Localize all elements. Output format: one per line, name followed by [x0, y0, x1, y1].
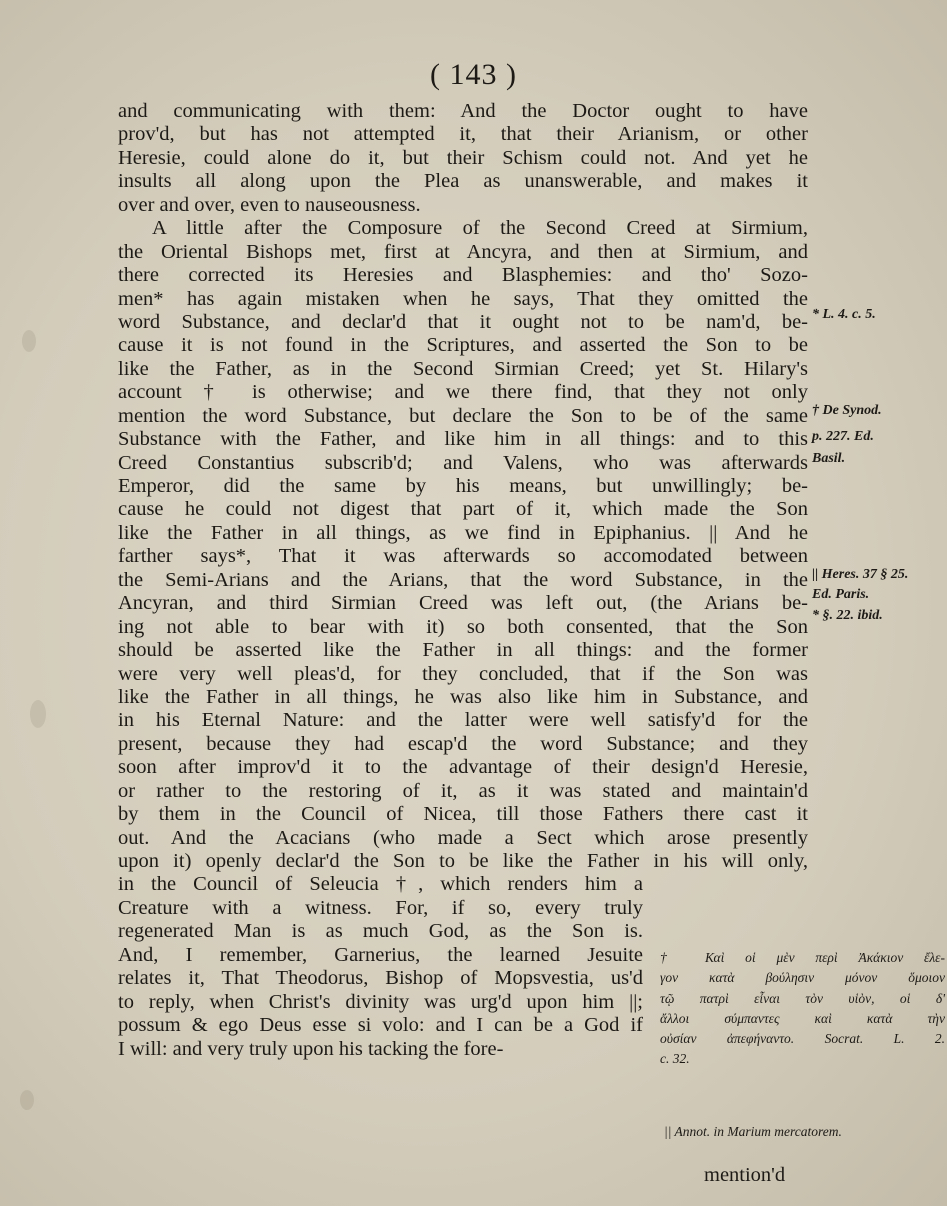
margin-note-synod-1: † De Synod.: [812, 403, 882, 418]
text-line: Substance with the Father, and like him in all things: and to this: [118, 428, 808, 451]
margin-note-synod-2: p. 227. Ed.: [812, 429, 874, 444]
text-line: Creature with a witness. For, if so, every truly: [118, 896, 643, 919]
text-line: like the Father in all things, as we find in Epiphanius. || And he: [118, 521, 808, 544]
text-line: Ancyran, and third Sirmian Creed was left out, (the Arians be-: [118, 592, 808, 615]
text-line: Emperor, did the same by his means, but unwillingly; be-: [118, 475, 808, 497]
text-line: to reply, when Christ's divinity was urg'd upon him ||;: [118, 990, 643, 1013]
margin-note-synod-3: Basil.: [812, 451, 846, 466]
text-line: like the Father, as in the Second Sirmian Creed; yet St. Hilary's: [118, 357, 808, 380]
text-line: men* has again mistaken when he says, That they omitted the: [118, 287, 808, 310]
text-line: in the Council of Seleucia †, which renders him a: [118, 873, 643, 896]
text-line: or rather to the restoring of it, as it was stated and maintain'd: [118, 779, 808, 802]
text-line: like the Father in all things, he was also like him in Substance, and: [118, 685, 808, 708]
text-line: by them in the Council of Nicea, till those Fathers there cast it: [118, 803, 808, 826]
text-line: I will: and very truly upon his tacking the fore-: [118, 1037, 504, 1060]
margin-note-ibid: * §. 22. ibid.: [812, 608, 883, 623]
text-line: should be asserted like the Father in all things: and the former: [118, 639, 808, 662]
text-line: there corrected its Heresies and Blasphemies: and tho' Sozo-: [118, 264, 808, 287]
text-line: in his Eternal Nature: and the latter were well satisfy'd for the: [118, 709, 808, 732]
text-line: account † is otherwise; and we there find, that they not only: [118, 381, 808, 404]
margin-note-sozomen: * L. 4. c. 5.: [812, 307, 876, 322]
text-line: insults all along upon the Plea as unanswerable, and makes it: [118, 170, 808, 193]
margin-note-haeres-2: Ed. Paris.: [812, 587, 870, 602]
greek-note-line: τῷ πατρὶ εἶναι τὸν υἱὸν, οἱ δ': [660, 990, 945, 1006]
text-line: mention the word Substance, but declare the Son to be of the same: [118, 404, 808, 427]
text-line: relates it, That Theodorus, Bishop of Mopsvestia, us'd: [118, 967, 643, 990]
text-line: And, I remember, Garnerius, the learned Jesuite: [118, 943, 643, 966]
annotation-note: || Annot. in Marium mercatorem.: [664, 1124, 842, 1139]
text-line: possum & ego Deus esse si volo: and I can be a God if: [118, 1014, 643, 1037]
margin-note-haeres-1: || Heres. 37 § 25.: [812, 567, 909, 582]
text-line: the Semi-Arians and the Arians, that the word Substance, in the: [118, 568, 808, 591]
text-line: Heresie, could alone do it, but their Schism could not. And yet he: [118, 146, 808, 169]
greek-note-line: οὐσίαν ἀπεφήναντο. Socrat. L. 2.: [660, 1031, 945, 1047]
page-number: ( 143 ): [430, 58, 517, 91]
text-line: A little after the Composure of the Second Creed at Sirmium,: [152, 217, 808, 240]
text-line: cause he could not digest that part of it, which made the Son: [118, 498, 808, 521]
text-line: out. And the Acacians (who made a Sect which arose presently: [118, 826, 808, 849]
greek-note-line: c. 32.: [660, 1051, 690, 1067]
main-text: [118, 100, 808, 1061]
catchword: mention'd: [704, 1164, 786, 1186]
text-line: farther says*, That it was afterwards so accomodated between: [118, 545, 808, 568]
text-line: present, because they had escap'd the word Substance; and they: [118, 732, 808, 755]
text-line: regenerated Man is as much God, as the Son is.: [118, 920, 643, 943]
text-line: prov'd, but has not attempted it, that their Arianism, or other: [118, 123, 808, 146]
greek-note-line: † Καὶ οἱ μὲν περὶ Ἀκάκιον ἔλε-: [660, 950, 945, 965]
greek-footnote: [660, 948, 945, 1070]
greek-note-line: ἄλλοι σύμπαντες καὶ κατὰ τὴν: [660, 1010, 945, 1026]
greek-note-line: γον κατὰ βούλησιν μόνον ὅμοιον: [660, 970, 945, 986]
text-line: and communicating with them: And the Doctor ought to have: [118, 100, 808, 122]
text-line: soon after improv'd it to the advantage of their design'd Heresie,: [118, 756, 808, 779]
text-line: Creed Constantius subscrib'd; and Valens, who was afterwards: [118, 451, 808, 474]
text-line: ing not able to bear with it) so both consented, that the Son: [118, 615, 808, 638]
text-line: cause it is not found in the Scriptures, and asserted the Son to be: [118, 334, 808, 357]
text-line: upon it) openly declar'd the Son to be like the Father in his will only,: [118, 850, 808, 872]
text-line: the Oriental Bishops met, first at Ancyra, and then at Sirmium, and: [118, 240, 808, 263]
text-line: were very well pleas'd, for they concluded, that if the Son was: [118, 662, 808, 685]
text-line: over and over, even to nauseousness.: [118, 193, 421, 216]
text-line: word Substance, and declar'd that it ought not to be nam'd, be-: [118, 310, 808, 333]
